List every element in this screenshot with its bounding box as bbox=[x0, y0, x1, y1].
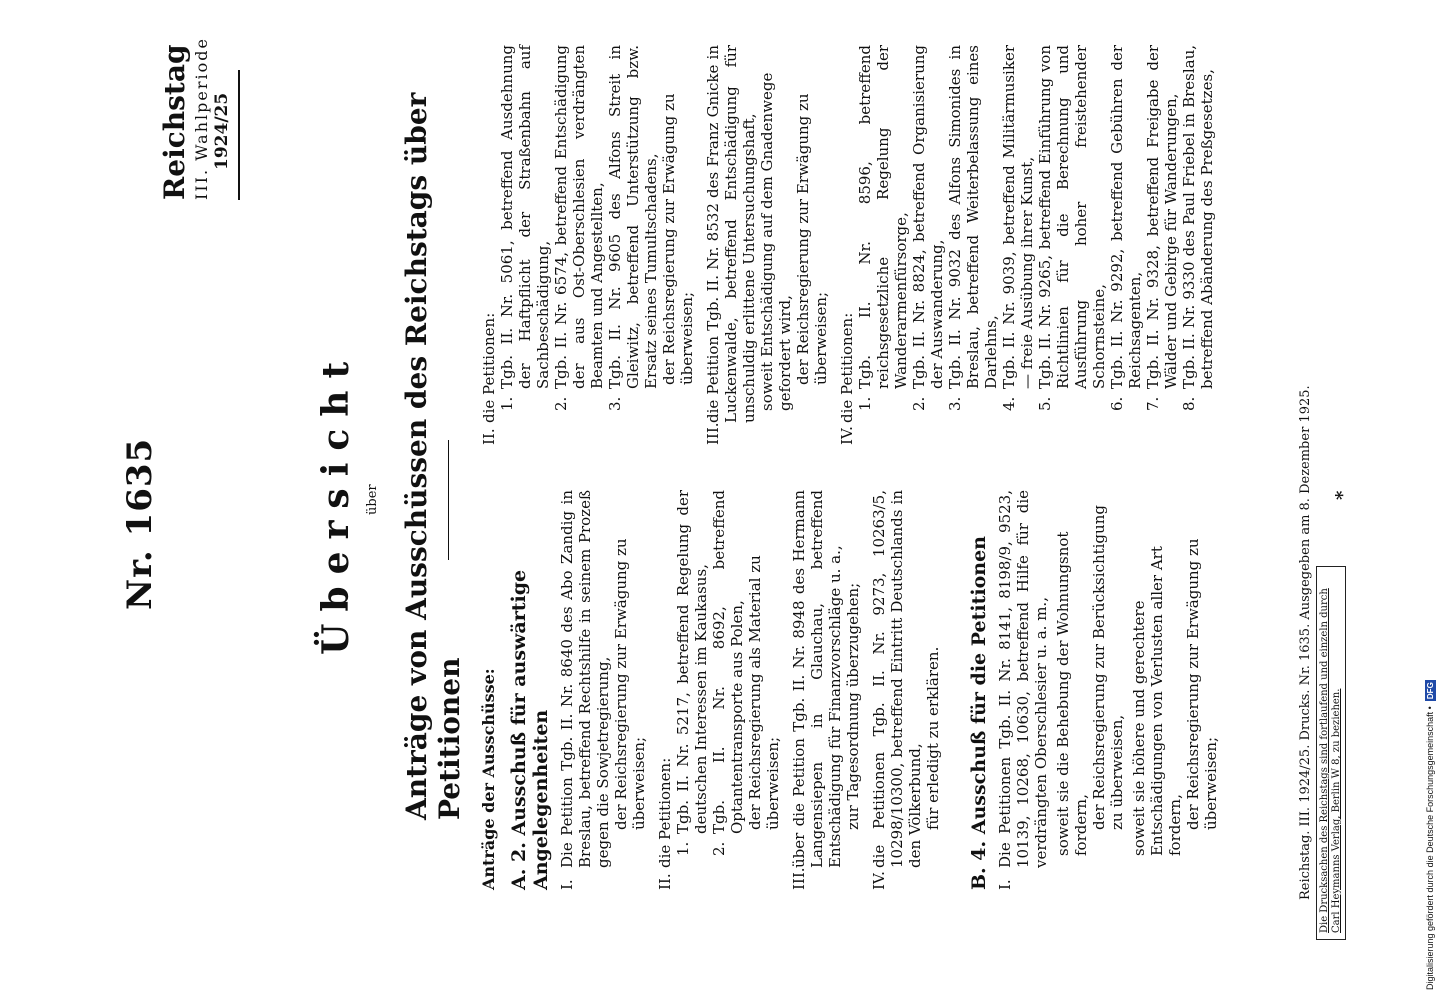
decision-text: der Reichsregierung zur Berücksichtigung zu überweisen, bbox=[1090, 505, 1126, 830]
list-item: 1. Tgb. II. Nr. 8596, betreffend reichsgesetzliche Regelung der Wanderarmenfürsorge, bbox=[856, 45, 910, 411]
side-note bbox=[1418, 0, 1437, 990]
list-item: I. Die Petitionen Tgb. II. Nr. 8141, 8198/9, 9523, 10139, 10268, 10630, betreffend Hilfe für die verdrängten Oberschlesier u. a. m., bbox=[996, 490, 1050, 890]
page-title: Übersicht bbox=[315, 349, 357, 655]
list-item: 1. Tgb. II. Nr. 5217, betreffend Regelung der deutschen Interessen im Kaukasus, bbox=[674, 490, 710, 856]
list-item: 2. Tgb. II. Nr. 8824, betreffend Organisierung der Auswanderung, bbox=[910, 45, 946, 411]
condition-text: soweit sie die Behebung der Wohnungsnot fordern, bbox=[1054, 531, 1090, 856]
decision-text: der Reichsregierung zur Erwägung zu überweisen; bbox=[1184, 538, 1220, 830]
list-item: 3. Tgb. II. Nr. 9032 des Alfons Simonides in Breslau, betreffend Weiterbelassung eines Darlehns, bbox=[946, 45, 1000, 411]
list-item: II. die Petitionen: bbox=[656, 757, 674, 890]
decision-text: der Reichsregierung zur Erwägung zu überweisen; bbox=[612, 538, 648, 830]
wahlperiode-label: III. Wahlperiode bbox=[192, 37, 211, 200]
years-label: 1924/25 bbox=[212, 92, 232, 170]
condition-text: soweit Entschädigung auf dem Gnadenwege gefordert wird, bbox=[758, 72, 794, 411]
dfg-logo: DFG bbox=[1426, 682, 1435, 700]
funding-note: Digitalisierung gefördert durch die Deutsche Forschungsgemeinschaft • bbox=[1425, 706, 1435, 990]
distribution-notice: Die Drucksachen des Reichstags sind fortlaufend und einzeln durch Carl Heymanns Verlag, Berlin W 8, zu beziehen. bbox=[1316, 566, 1346, 940]
list-item: 4. Tgb. II. Nr. 9039, betreffend Militärmusiker — freie Ausübung ihrer Kunst, bbox=[1000, 45, 1036, 411]
list-item: 5. Tgb. II. Nr. 9265, betreffend Einführung von Richtlinien für die Berechnung und Ausführung hoher freistehender Schornsteine, bbox=[1036, 45, 1108, 411]
list-item: II. die Petitionen: bbox=[480, 312, 498, 445]
list-item: I. Die Petition Tgb. II. Nr. 8640 des Abo Zandig in Breslau, betreffend Rechtshilfe in seinem Prozeß gegen die Sowjetregierung, bbox=[558, 490, 612, 890]
decision-text: der Reichsregierung als Material zu überweisen; bbox=[746, 555, 782, 830]
decision-text: der Reichsregierung zur Erwägung zu überweisen; bbox=[660, 93, 696, 385]
section-b-label: B. 4. Ausschuß für die Petitionen bbox=[968, 536, 990, 890]
list-item: 3. Tgb. II. Nr. 9605 des Alfons Streit in Gleiwitz, betreffend Unterstützung bzw. Ersatz seines Tumultschadens, bbox=[606, 45, 660, 411]
decision-text: für erledigt zu erklären. bbox=[924, 646, 942, 830]
list-item: 2. Tgb. II. Nr. 8692, betreffend Optantentransporte aus Polen, bbox=[710, 490, 746, 856]
page-subtitle: Anträge von Ausschüssen des Reichstags über Petitionen bbox=[400, 92, 466, 820]
list-item: III. die Petition Tgb. II. Nr. 8532 des Franz Gnicke in Luckenwalde, betreffend Entschädigung für unschuldig erlittene Untersuchungshaft, bbox=[704, 45, 758, 445]
right-column bbox=[480, 45, 1216, 445]
section-a-label: A. 2. Ausschuß für auswärtige Angelegenheiten bbox=[508, 569, 552, 890]
list-item: 6. Tgb. II. Nr. 9292, betreffend Gebühren der Reichsagenten, bbox=[1108, 45, 1144, 411]
list-item: 8. Tgb. II. Nr. 9330 des Paul Friebel in Breslau, betreffend Abänderung des Preßgesetzes, bbox=[1180, 45, 1216, 411]
list-item: III. über die Petition Tgb. II. Nr. 8948 des Hermann Langensiepen in Glauchau, betreffend Entschädigung für Finanzvorschläge u. a., bbox=[790, 490, 844, 890]
document-page bbox=[40, 0, 1353, 1000]
reichstag-label: Reichstag bbox=[158, 44, 191, 200]
list-item: 1. Tgb. II. Nr. 5061, betreffend Ausdehnung der Haftpflicht der Straßenbahn auf Sachbeschädigung, bbox=[498, 45, 552, 411]
header-rule bbox=[238, 70, 240, 200]
left-column bbox=[480, 490, 1220, 890]
decision-text: der Reichsregierung zur Erwägung zu überweisen; bbox=[794, 93, 830, 385]
title-rule bbox=[448, 440, 449, 560]
imprint-line: Reichstag. III. 1924/25. Drucks. Nr. 1635. Ausgegeben am 8. Dezember 1925. bbox=[1298, 385, 1313, 900]
document-number: Nr. 1635 bbox=[120, 437, 160, 610]
list-item: 2. Tgb. II. Nr. 6574, betreffend Entschädigung der aus Ost-Oberschlesien verdrängten Beamten und Angestellten, bbox=[552, 45, 606, 411]
condition-text: soweit sie höhere und gerechtere Entschädigungen von Verlusten aller Art fordern, bbox=[1130, 546, 1184, 856]
title-ueber: über bbox=[365, 484, 380, 515]
motions-heading: Anträge der Ausschüsse: bbox=[479, 668, 498, 890]
list-item: IV. die Petitionen Tgb. II. Nr. 9273, 10263/5, 10298/10300, betreffend Eintritt Deutschlands in den Völkerbund, bbox=[870, 490, 924, 890]
footer-asterisk: * bbox=[1332, 490, 1353, 500]
decision-text: zur Tagesordnung überzugehen; bbox=[844, 582, 862, 830]
list-item: 7. Tgb. II. Nr. 9328, betreffend Freigabe der Wälder und Gebirge für Wanderungen, bbox=[1144, 45, 1180, 411]
list-item: IV. die Petitionen: bbox=[838, 312, 856, 445]
